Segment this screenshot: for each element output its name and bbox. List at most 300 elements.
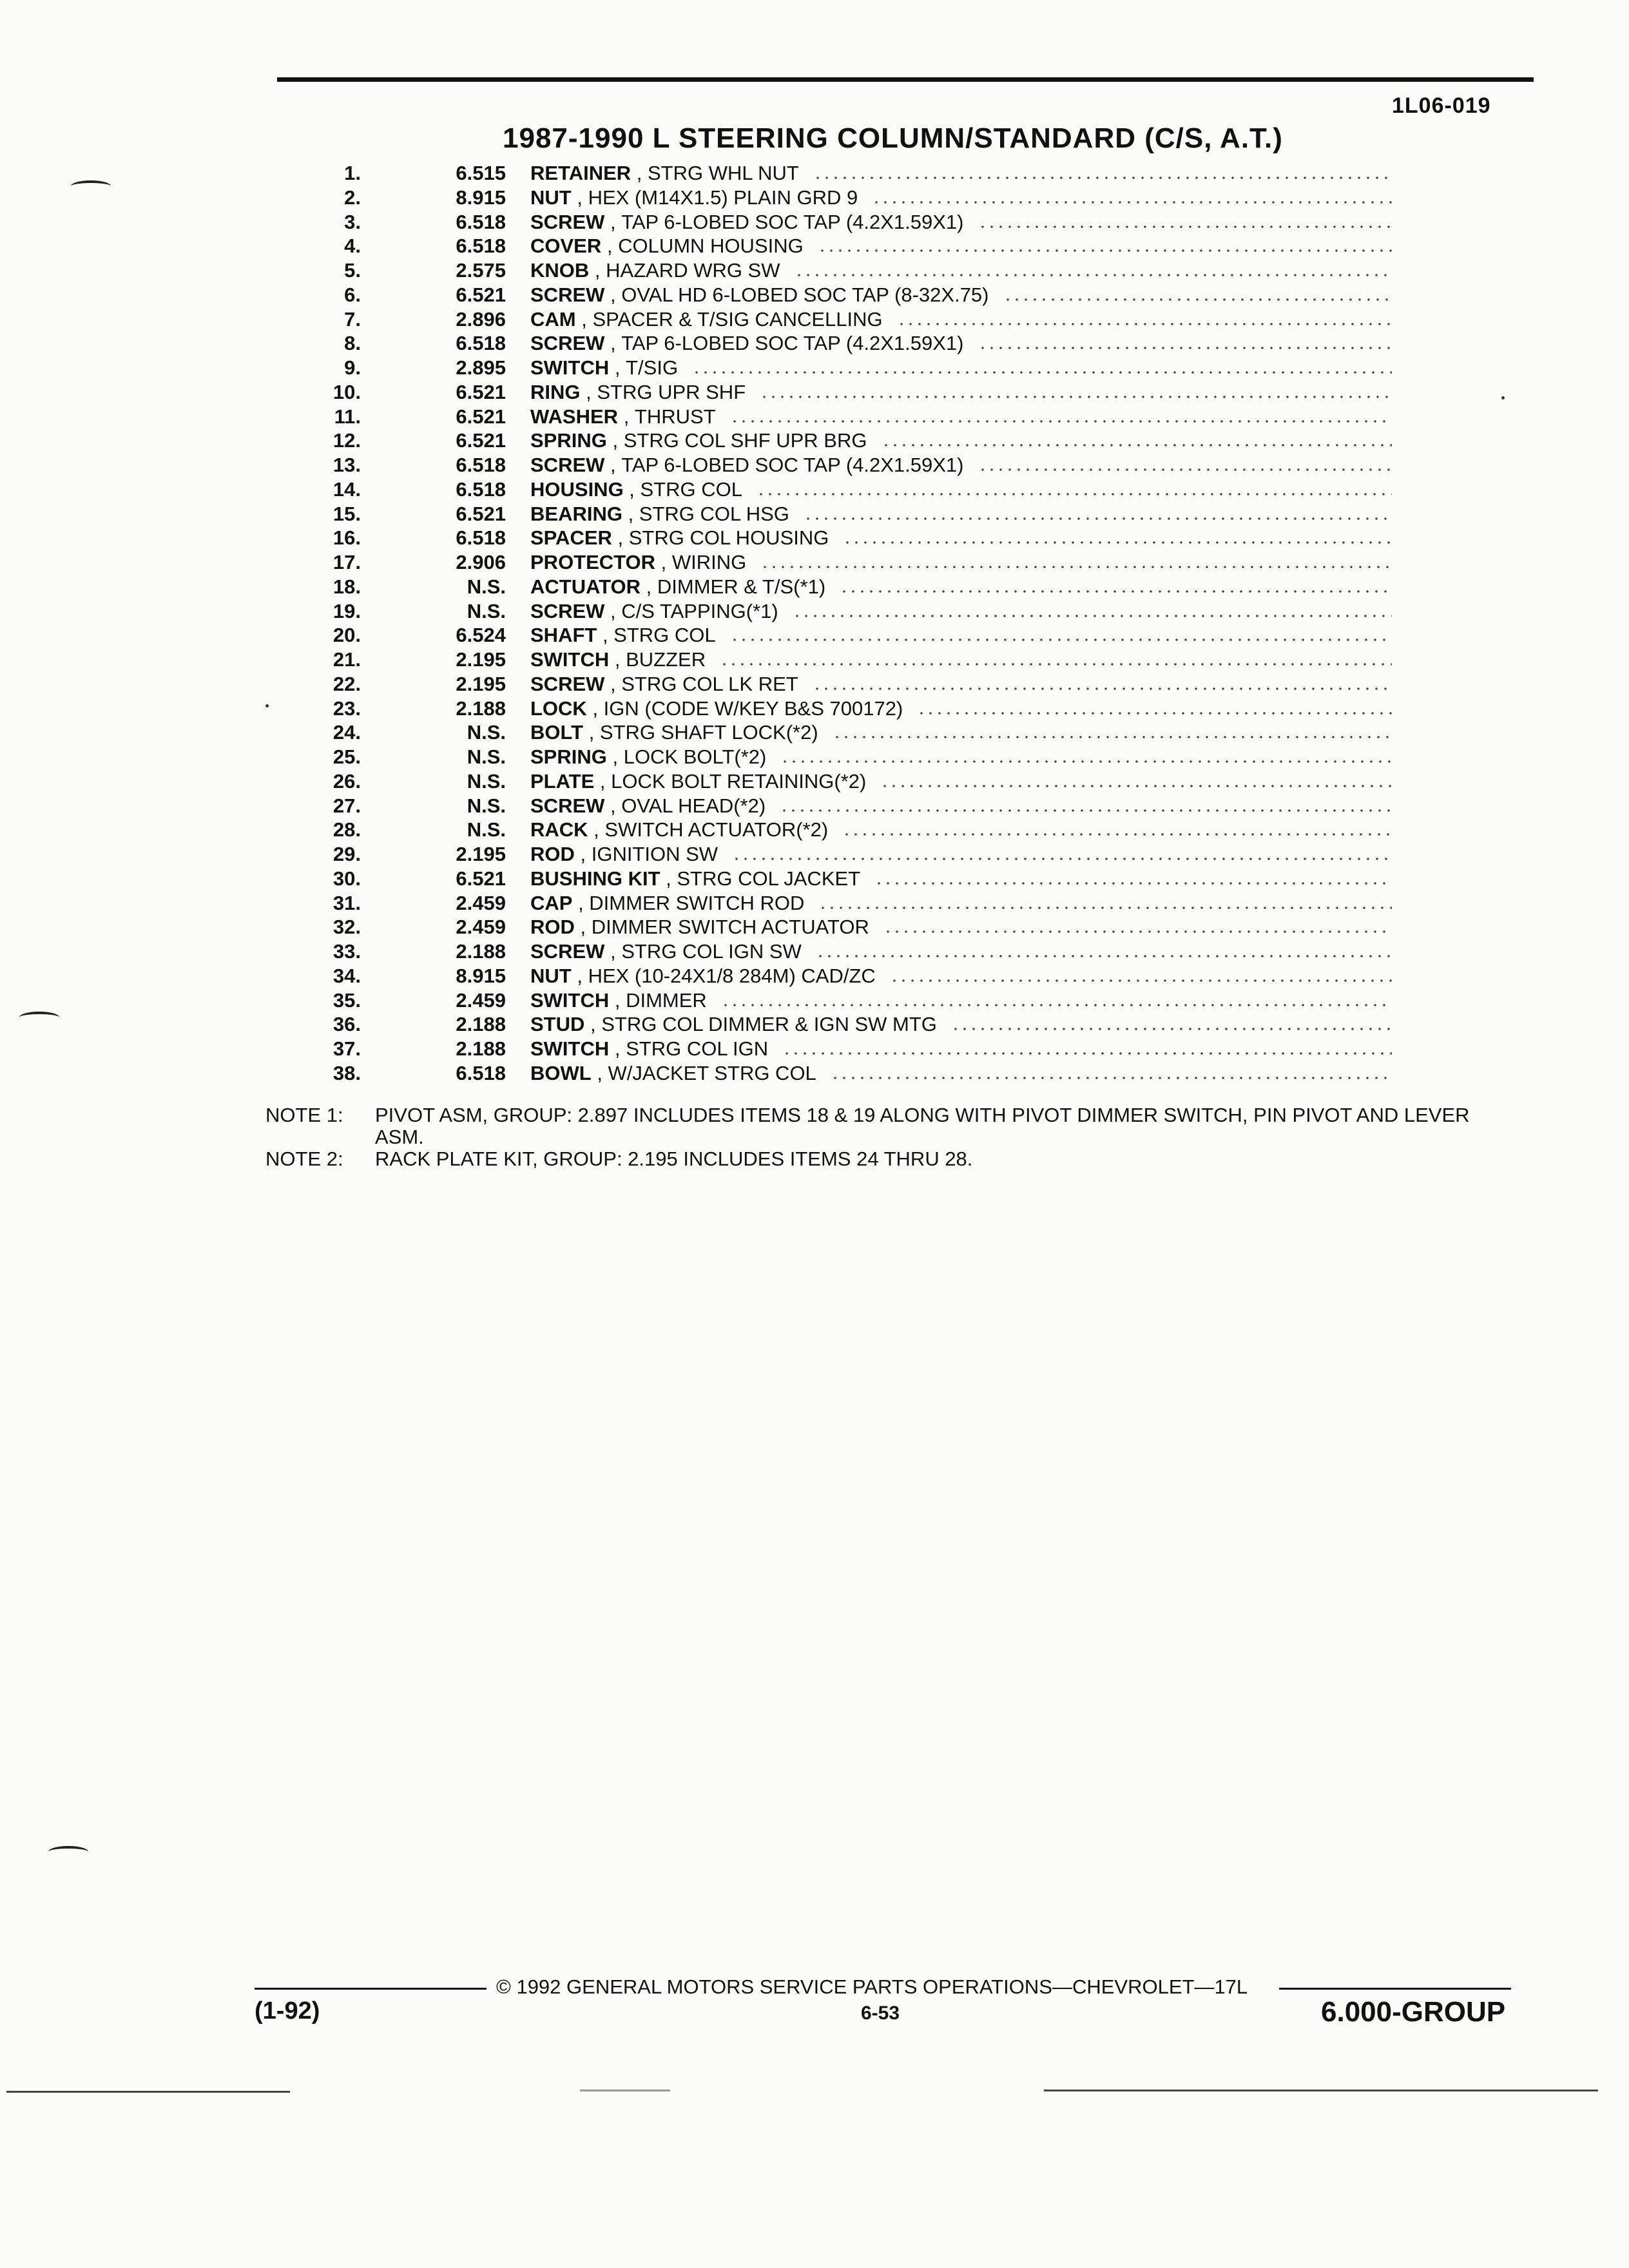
part-item-number: 28. — [333, 818, 361, 841]
dot-leader — [917, 711, 1392, 715]
part-separator: , — [604, 454, 622, 476]
part-separator: , — [591, 1061, 608, 1084]
part-detail: STRG COL LK RET — [621, 672, 798, 695]
part-detail: COLUMN HOUSING — [618, 235, 804, 258]
part-name: HOUSING — [530, 477, 624, 501]
part-description — [530, 1061, 1392, 1085]
part-row — [258, 842, 1392, 867]
dot-leader — [872, 200, 1392, 204]
part-separator: , — [660, 867, 677, 890]
part-group-number: 6.518 — [456, 526, 506, 550]
part-description — [530, 307, 1392, 331]
part-name: BUSHING KIT — [530, 867, 660, 890]
part-item-number: 7. — [344, 307, 361, 331]
part-description — [530, 258, 1392, 282]
part-item-number: 10. — [333, 380, 361, 403]
scan-edge-line — [6, 2091, 290, 2093]
part-row — [258, 210, 1392, 235]
part-row — [258, 915, 1392, 939]
part-separator: , — [609, 648, 626, 671]
part-separator: , — [597, 624, 614, 647]
part-detail: STRG COL HOUSING — [628, 526, 829, 550]
part-group-number: N.S. — [467, 794, 506, 817]
part-item-number: 12. — [333, 429, 361, 452]
part-separator: , — [586, 697, 604, 720]
parts-list — [258, 161, 1392, 1086]
part-name: SCREW — [530, 332, 605, 355]
part-row — [258, 769, 1392, 794]
part-group-number: 6.518 — [456, 235, 506, 258]
part-description — [530, 526, 1392, 550]
part-detail: THRUST — [634, 405, 716, 428]
dot-leader — [720, 662, 1392, 666]
part-row — [258, 477, 1392, 502]
part-description — [530, 623, 1392, 647]
dot-leader — [813, 176, 1392, 180]
part-group-number: 6.521 — [456, 283, 506, 306]
part-row — [258, 453, 1392, 477]
part-group-number: 6.521 — [456, 502, 506, 525]
part-detail: LOCK BOLT RETAINING(*2) — [611, 769, 867, 793]
part-group-number: 6.521 — [456, 405, 506, 428]
part-item-number: 6. — [344, 283, 361, 306]
part-detail: TAP 6-LOBED SOC TAP (4.2X1.59X1) — [621, 454, 964, 476]
part-name: ACTUATOR — [530, 575, 641, 598]
dot-leader — [843, 541, 1392, 544]
part-item-number: 11. — [334, 405, 361, 428]
part-description — [530, 380, 1392, 404]
part-separator: , — [604, 210, 622, 233]
part-name: WASHER — [530, 405, 619, 428]
part-group-number: 6.521 — [456, 429, 506, 452]
part-separator: , — [580, 380, 597, 403]
part-row — [258, 283, 1392, 307]
part-detail: DIMMER SWITCH ROD — [589, 891, 805, 914]
part-group-number: 2.188 — [456, 1037, 506, 1060]
part-item-number: 3. — [344, 210, 361, 233]
part-separator: , — [574, 916, 592, 939]
part-name: SCREW — [530, 794, 605, 817]
part-detail: HEX (M14X1.5) PLAIN GRD 9 — [588, 186, 858, 209]
scan-edge-line — [1044, 2090, 1598, 2091]
part-group-number: 8.915 — [456, 964, 506, 987]
part-group-number: 2.195 — [456, 843, 506, 865]
part-group-number: 6.518 — [456, 454, 506, 476]
part-description — [530, 964, 1392, 988]
part-item-number: 19. — [333, 599, 361, 622]
dot-leader — [732, 857, 1392, 861]
part-detail: SPACER & T/SIG CANCELLING — [592, 307, 883, 331]
dot-leader — [1003, 298, 1393, 302]
part-group-number: 2.459 — [456, 891, 506, 914]
dot-leader — [757, 492, 1392, 496]
part-group-number: 2.188 — [456, 697, 506, 720]
part-separator: , — [606, 745, 624, 768]
part-item-number: 24. — [333, 721, 361, 744]
part-item-number: 27. — [333, 794, 361, 817]
part-separator: , — [588, 818, 605, 841]
part-separator: , — [589, 259, 606, 282]
dot-leader — [833, 735, 1392, 739]
note-2 — [265, 1148, 1490, 1170]
part-row — [258, 818, 1392, 842]
part-name: BEARING — [530, 502, 622, 525]
part-description — [530, 502, 1392, 526]
part-separator: , — [571, 964, 588, 987]
part-description — [530, 697, 1392, 720]
part-item-number: 4. — [344, 235, 361, 258]
part-description — [530, 769, 1392, 793]
part-group-number: 6.518 — [456, 1061, 506, 1084]
part-row — [258, 526, 1392, 550]
part-row — [258, 331, 1392, 356]
dot-leader — [840, 590, 1392, 593]
part-group-number: N.S. — [467, 721, 506, 744]
part-name: RETAINER — [530, 162, 631, 184]
part-name: SCREW — [530, 283, 605, 306]
part-row — [258, 672, 1392, 697]
part-row — [258, 867, 1392, 891]
note-label: NOTE 1: — [265, 1104, 343, 1126]
part-detail: BUZZER — [626, 648, 706, 671]
part-separator: , — [601, 235, 619, 258]
part-item-number: 20. — [333, 624, 361, 647]
part-group-number: 6.521 — [456, 867, 506, 890]
part-group-number: N.S. — [467, 769, 506, 793]
part-detail: TAP 6-LOBED SOC TAP (4.2X1.59X1) — [621, 332, 964, 355]
part-row — [258, 1037, 1392, 1061]
part-separator: , — [604, 672, 622, 695]
part-description — [530, 210, 1392, 234]
part-detail: HAZARD WRG SW — [606, 259, 780, 282]
part-separator: , — [606, 429, 624, 452]
part-item-number: 16. — [333, 526, 361, 550]
dot-leader — [890, 979, 1392, 983]
part-detail: STRG WHL NUT — [648, 162, 799, 184]
part-description — [530, 234, 1392, 258]
part-separator: , — [655, 551, 672, 573]
part-detail: STRG COL IGN SW — [621, 940, 802, 963]
part-detail: TAP 6-LOBED SOC TAP (4.2X1.59X1) — [621, 210, 964, 233]
part-separator: , — [612, 526, 629, 550]
header-rule — [277, 77, 1534, 82]
part-item-number: 30. — [333, 867, 361, 890]
scan-speck — [1501, 396, 1505, 399]
footer-date: (1-92) — [255, 1997, 320, 2024]
dot-leader — [978, 225, 1393, 229]
part-item-number: 23. — [333, 697, 361, 720]
part-item-number: 18. — [333, 575, 361, 598]
part-group-number: 2.195 — [456, 672, 506, 695]
part-detail: STRG COL — [640, 477, 742, 501]
dot-leader — [978, 468, 1393, 472]
part-description — [530, 428, 1392, 452]
part-row — [258, 550, 1392, 575]
part-name: SCREW — [530, 940, 605, 963]
part-row — [258, 599, 1392, 624]
dot-leader — [883, 930, 1392, 934]
part-name: SWITCH — [530, 988, 610, 1012]
scan-speck — [265, 704, 269, 707]
dot-leader — [780, 760, 1392, 764]
part-name: SWITCH — [530, 356, 610, 379]
part-row — [258, 891, 1392, 916]
part-item-number: 26. — [333, 769, 361, 793]
part-detail: WIRING — [671, 551, 747, 573]
dot-leader — [818, 249, 1392, 253]
part-item-number: 34. — [333, 964, 361, 987]
part-name: PROTECTOR — [530, 551, 656, 573]
part-row — [258, 575, 1392, 599]
part-description — [530, 745, 1392, 769]
part-separator: , — [604, 794, 622, 817]
part-description — [530, 672, 1392, 696]
dot-leader — [730, 638, 1392, 642]
part-detail: DIMMER & T/S(*1) — [657, 575, 826, 598]
part-name: RACK — [530, 818, 588, 841]
part-name: COVER — [530, 235, 602, 258]
part-detail: C/S TAPPING(*1) — [621, 599, 778, 622]
part-item-number: 14. — [333, 477, 361, 501]
part-group-number: 2.906 — [456, 551, 506, 573]
footer-rule-right — [1279, 1988, 1511, 1990]
part-separator: , — [571, 186, 588, 209]
part-detail: OVAL HEAD(*2) — [621, 794, 766, 817]
part-description — [530, 867, 1392, 890]
part-group-number: 2.459 — [456, 916, 506, 939]
part-row — [258, 502, 1392, 526]
part-description — [530, 453, 1392, 477]
dot-leader — [721, 1003, 1392, 1007]
part-detail: STRG COL JACKET — [677, 867, 861, 890]
part-item-number: 15. — [333, 502, 361, 525]
part-separator: , — [594, 769, 612, 793]
part-separator: , — [572, 891, 590, 914]
part-name: CAM — [530, 307, 576, 331]
notes-section — [265, 1104, 1490, 1170]
part-detail: IGNITION SW — [591, 843, 718, 865]
part-detail: STRG COL SHF UPR BRG — [623, 429, 867, 452]
part-item-number: 22. — [333, 672, 361, 695]
part-group-number: 6.518 — [456, 210, 506, 233]
part-row — [258, 161, 1392, 186]
part-group-number: N.S. — [467, 818, 506, 841]
dot-leader — [780, 809, 1392, 812]
binder-hole-mark — [71, 180, 111, 192]
part-group-number: 2.188 — [456, 940, 506, 963]
part-description — [530, 915, 1392, 939]
part-description — [530, 550, 1392, 574]
part-item-number: 5. — [344, 259, 361, 282]
part-row — [258, 1012, 1392, 1037]
part-row — [258, 258, 1392, 283]
page-title: 1987-1990 L STEERING COLUMN/STANDARD (C/S, A.T.) — [503, 122, 1283, 154]
part-separator: , — [604, 332, 622, 355]
part-separator: , — [583, 721, 600, 744]
part-name: SCREW — [530, 454, 605, 476]
part-description — [530, 720, 1392, 744]
part-row — [258, 988, 1392, 1013]
part-name: PLATE — [530, 769, 595, 793]
binder-hole-mark — [48, 1846, 88, 1858]
part-name: BOWL — [530, 1061, 592, 1084]
part-description — [530, 575, 1392, 599]
dot-leader — [795, 273, 1393, 277]
part-description — [530, 818, 1392, 841]
dot-leader — [882, 443, 1393, 447]
dot-leader — [760, 395, 1392, 399]
part-name: SPRING — [530, 745, 607, 768]
part-separator: , — [575, 307, 593, 331]
part-item-number: 37. — [333, 1037, 361, 1060]
note-text: RACK PLATE KIT, GROUP: 2.195 INCLUDES ITEMS 24 THRU 28. — [375, 1148, 973, 1170]
part-item-number: 25. — [333, 745, 361, 768]
part-description — [530, 988, 1392, 1012]
part-row — [258, 380, 1392, 405]
part-detail: STRG COL IGN — [626, 1037, 769, 1060]
part-group-number: 6.518 — [456, 477, 506, 501]
part-detail: IGN (CODE W/KEY B&S 700172) — [603, 697, 903, 720]
part-description — [530, 1037, 1392, 1061]
part-detail: DIMMER — [626, 988, 707, 1012]
footer-rule-left — [255, 1988, 487, 1990]
part-separator: , — [584, 1013, 602, 1036]
part-detail: STRG COL — [613, 624, 716, 647]
part-name: SCREW — [530, 210, 605, 233]
part-group-number: 6.521 — [456, 380, 506, 403]
part-group-number: N.S. — [467, 599, 506, 622]
part-row — [258, 1061, 1392, 1086]
part-description — [530, 794, 1392, 818]
part-name: NUT — [530, 186, 572, 209]
part-row — [258, 186, 1392, 210]
dot-leader — [880, 784, 1392, 788]
part-name: BOLT — [530, 721, 584, 744]
dot-leader — [813, 687, 1392, 691]
part-row — [258, 745, 1392, 769]
part-description — [530, 477, 1392, 501]
part-name: SCREW — [530, 599, 605, 622]
dot-leader — [760, 565, 1392, 569]
part-separator: , — [618, 405, 635, 428]
part-group-number: 2.575 — [456, 259, 506, 282]
part-item-number: 36. — [333, 1013, 361, 1036]
part-item-number: 2. — [344, 186, 361, 209]
part-row — [258, 648, 1392, 672]
part-row — [258, 405, 1392, 429]
part-name: SWITCH — [530, 648, 610, 671]
part-name: SPACER — [530, 526, 612, 550]
part-name: SCREW — [530, 672, 605, 695]
part-row — [258, 356, 1392, 380]
page-code: 1L06-019 — [1392, 93, 1491, 118]
scan-edge-line — [580, 2090, 670, 2091]
part-detail: STRG COL HSG — [639, 502, 789, 525]
part-group-number: N.S. — [467, 575, 506, 598]
part-name: SPRING — [530, 429, 607, 452]
part-description — [530, 161, 1392, 185]
part-item-number: 31. — [333, 891, 361, 914]
part-name: ROD — [530, 916, 575, 939]
binder-hole-mark — [19, 1012, 59, 1023]
dot-leader — [842, 832, 1392, 836]
part-row — [258, 307, 1392, 332]
part-separator: , — [609, 1037, 626, 1060]
part-separator: , — [623, 477, 641, 501]
part-group-number: 2.195 — [456, 648, 506, 671]
dot-leader — [897, 322, 1392, 326]
note-1 — [265, 1104, 1490, 1148]
dot-leader — [782, 1052, 1392, 1055]
dot-leader — [816, 954, 1392, 958]
part-group-number: 2.895 — [456, 356, 506, 379]
part-detail: STRG COL DIMMER & IGN SW MTG — [601, 1013, 937, 1036]
dot-leader — [818, 906, 1392, 910]
dot-leader — [793, 614, 1392, 618]
footer-group: 6.000-GROUP — [1321, 1996, 1506, 2028]
part-group-number: 2.188 — [456, 1013, 506, 1036]
part-row — [258, 939, 1392, 964]
part-row — [258, 964, 1392, 988]
part-separator: , — [574, 843, 592, 865]
part-detail: T/SIG — [626, 356, 679, 379]
part-item-number: 33. — [333, 940, 361, 963]
part-name: NUT — [530, 964, 572, 987]
part-item-number: 29. — [333, 843, 361, 865]
part-row — [258, 428, 1392, 453]
part-name: RING — [530, 380, 581, 403]
footer-page-number: 6-53 — [861, 2003, 900, 2024]
part-description — [530, 648, 1392, 671]
part-item-number: 32. — [333, 916, 361, 939]
part-separator: , — [604, 599, 622, 622]
part-group-number: 6.524 — [456, 624, 506, 647]
part-detail: HEX (10-24X1/8 284M) CAD/ZC — [588, 964, 876, 987]
part-description — [530, 331, 1392, 355]
part-group-number: 6.518 — [456, 332, 506, 355]
part-name: ROD — [530, 843, 575, 865]
part-item-number: 1. — [344, 162, 361, 184]
part-row — [258, 720, 1392, 745]
part-description — [530, 891, 1392, 915]
part-item-number: 35. — [333, 988, 361, 1012]
part-detail: LOCK BOLT(*2) — [623, 745, 767, 768]
part-separator: , — [622, 502, 639, 525]
part-row — [258, 234, 1392, 258]
part-description — [530, 939, 1392, 963]
part-name: CAP — [530, 891, 573, 914]
part-item-number: 38. — [333, 1061, 361, 1084]
part-description — [530, 842, 1392, 866]
part-separator: , — [609, 988, 626, 1012]
part-name: STUD — [530, 1013, 585, 1036]
dot-leader — [831, 1076, 1392, 1080]
part-detail: OVAL HD 6-LOBED SOC TAP (8-32X.75) — [621, 283, 989, 306]
part-name: SHAFT — [530, 624, 597, 647]
part-group-number: 2.896 — [456, 307, 506, 331]
part-description — [530, 283, 1392, 307]
part-separator: , — [604, 940, 622, 963]
part-detail: SWITCH ACTUATOR(*2) — [604, 818, 829, 841]
dot-leader — [730, 419, 1392, 423]
dot-leader — [978, 346, 1393, 350]
dot-leader — [874, 881, 1392, 885]
part-item-number: 17. — [333, 551, 361, 573]
part-separator: , — [604, 283, 622, 306]
part-item-number: 9. — [344, 356, 361, 379]
part-description — [530, 356, 1392, 380]
part-description — [530, 1012, 1392, 1036]
